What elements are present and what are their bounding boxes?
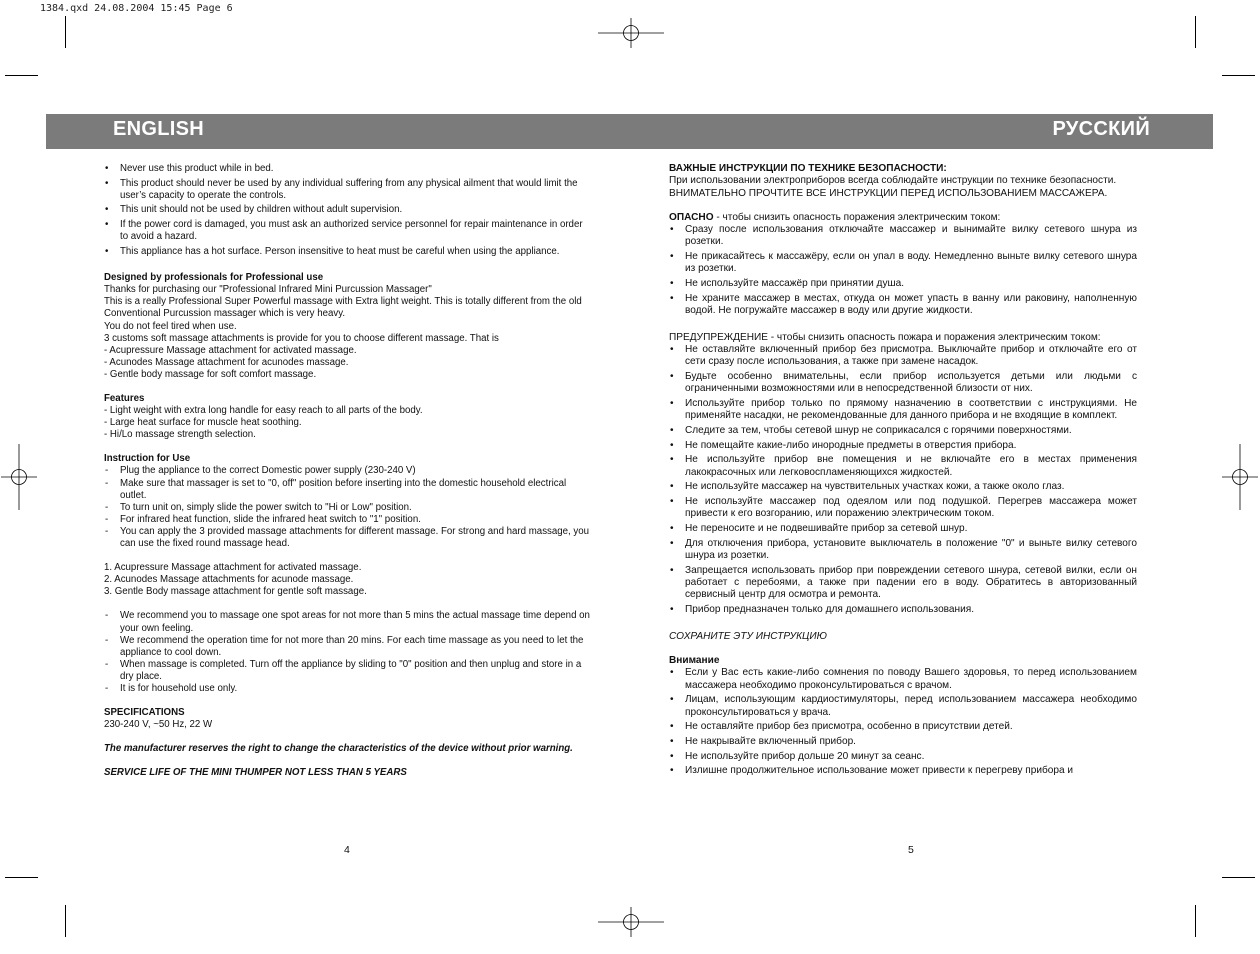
recommendation-list: [104, 610, 592, 695]
list-item: - Plug the appliance to the correct Domestic power supply (230-240 V): [104, 465, 592, 477]
list-item: • Для отключения прибора, установите выключатель в положение "0" и выньте вилку сетевого шнура из розетки.: [669, 538, 1137, 563]
list-item: • Следите за тем, чтобы сетевой шнур не соприкасался с горячими поверхностями.: [669, 425, 1137, 437]
paragraph-line: - Acunodes Massage attachment for acunodes massage.: [104, 356, 349, 368]
list-item: • Прибор предназначен только для домашнего использования.: [669, 604, 1137, 616]
list-item: - Make sure that massager is set to "0, off" position before inserting into the domestic household electrical outlet.: [104, 478, 592, 502]
list-item: • Сразу после использования отключайте массажер и вынимайте вилку сетевого шнура из розетки.: [669, 224, 1137, 249]
paragraph-line: - Gentle body massage for soft comfort massage.: [104, 368, 317, 380]
paragraph-line: - Acupressure Massage attachment for activated massage.: [104, 344, 357, 356]
paragraph-line: - Large heat surface for muscle heat soothing.: [104, 417, 302, 429]
english-title: ENGLISH: [113, 118, 204, 140]
paragraph-line: Thanks for purchasing our "Professional Infrared Mini Purcussion Massager": [104, 284, 432, 296]
list-item: • Используйте прибор только по прямому назначению в соответствии с инструкциями. Не применяйте насадки, не рекомендованные для данного прибора и не входящие в комплект.: [669, 398, 1137, 423]
registration-mark-icon: [598, 907, 664, 937]
instruction-list: [104, 465, 592, 550]
list-item: • Не оставляйте прибор без присмотра, особенно в присутствии детей.: [669, 721, 1137, 733]
paragraph-line: При использовании электроприборов всегда соблюдайте инструкции по технике безопасности.: [669, 175, 1117, 187]
danger-label: ОПАСНО: [669, 211, 714, 223]
crop-mark: [65, 905, 66, 937]
russian-title: РУССКИЙ: [1052, 118, 1150, 140]
instruction-heading: Instruction for Use: [104, 453, 191, 465]
list-item: - For infrared heat function, slide the infrared heat switch to "1" position.: [104, 514, 592, 526]
paragraph-line: ВНИМАТЕЛЬНО ПРОЧТИТЕ ВСЕ ИНСТРУКЦИИ ПЕРЕД ИСПОЛЬЗОВАНИЕМ МАССАЖЕРА.: [669, 187, 1108, 199]
english-column: [104, 163, 592, 779]
danger-text: - чтобы снизить опасность поражения электрическим током:: [713, 211, 1001, 223]
attention-list: [669, 667, 1137, 777]
crop-mark: [1195, 16, 1196, 48]
warning-line: ПРЕДУПРЕЖДЕНИЕ - чтобы снизить опасность пожара и поражения электрическим током:: [669, 331, 1101, 343]
registration-mark-icon: [598, 18, 664, 48]
paragraph-line: 3 customs soft massage attachments is provide for you to choose different massage. That is: [104, 332, 499, 344]
crop-mark: [1222, 75, 1255, 76]
crop-mark: [5, 75, 38, 76]
danger-line: [669, 212, 1137, 224]
list-item: • Не храните массажер в местах, откуда он может упасть в ванну или раковину, наполненную водой. Не погружайте массажер в воду или другие жидкости.: [669, 293, 1137, 318]
list-item: - It is for household use only.: [104, 683, 592, 695]
list-item: • Лицам, использующим кардиостимуляторы, перед использованием массажера необходимо проконсультироваться у врача.: [669, 694, 1137, 719]
list-item: 2. Acunodes Massage attachments for acunode massage.: [104, 574, 354, 586]
list-item: • Не используйте массажер под одеялом или под подушкой. Перегрев массажера может привести к его возгоранию, или поражению электрическим током.: [669, 496, 1137, 521]
list-item: • Не используйте прибор вне помещения и не включайте его в местах применения лакокрасочных или легковоспламеняющихся жидкостей.: [669, 454, 1137, 479]
attachment-list: [104, 562, 592, 598]
paragraph-line: This is a really Professional Super Powerful massage with Extra light weight. This is totally different from the old Conventional Purcussion massager which is very heavy.: [104, 296, 582, 320]
list-item: • This unit should not be used by children without adult supervision.: [104, 204, 592, 216]
list-item: - To turn unit on, simply slide the power switch to "Hi or Low" position.: [104, 502, 592, 514]
paragraph-line: You do not feel tired when use.: [104, 320, 237, 332]
list-item: • Не используйте массажёр при принятии душа.: [669, 278, 1137, 290]
page-number-left: 4: [344, 844, 350, 856]
danger-list: [669, 224, 1137, 317]
safety-heading: ВАЖНЫЕ ИНСТРУКЦИИ ПО ТЕХНИКЕ БЕЗОПАСНОСТИ:: [669, 163, 947, 174]
list-item: • Не оставляйте включенный прибор без присмотра. Выключайте прибор и отключайте его от сети сразу после использования, а также при замене насадок.: [669, 344, 1137, 369]
list-item: • Не используйте прибор дольше 20 минут за сеанс.: [669, 751, 1137, 763]
save-instruction-note: СОХРАНИТЕ ЭТУ ИНСТРУКЦИЮ: [669, 630, 827, 642]
list-item: • Не переносите и не подвешивайте прибор за сетевой шнур.: [669, 523, 1137, 535]
paragraph-line: - Light weight with extra long handle for easy reach to all parts of the body.: [104, 405, 423, 417]
manufacturer-note: The manufacturer reserves the right to change the characteristics of the device without prior warning.: [104, 743, 573, 755]
spec-value: 230-240 V, ~50 Hz, 22 W: [104, 719, 213, 731]
list-item: • Если у Вас есть какие-либо сомнения по поводу Вашего здоровья, то перед использованием массажера необходимо проконсультироваться с врачом.: [669, 667, 1137, 692]
list-item: • Не используйте массажер на чувствительных участках кожи, а также около глаз.: [669, 481, 1137, 493]
spec-heading: SPECIFICATIONS: [104, 707, 185, 719]
list-item: - We recommend you to massage one spot areas for not more than 5 mins the actual massage time depend on your own feeling.: [104, 610, 592, 634]
registration-mark-icon: [1, 444, 37, 510]
list-item: 3. Gentle Body massage attachment for gentle soft massage.: [104, 586, 367, 598]
page-number-right: 5: [908, 844, 914, 856]
list-item: • This appliance has a hot surface. Person insensitive to heat must be careful when using the appliance.: [104, 246, 592, 258]
list-item: • Запрещается использовать прибор при повреждении сетевого шнура, сетевой вилки, если он работает с перебоями, а также при падении его в воду. Обратитесь в авторизованный сервисный центр для осмотра и ремонта.: [669, 565, 1137, 602]
list-item: • Не прикасайтесь к массажёру, если он упал в воду. Немедленно выньте вилку сетевого шнура из розетки.: [669, 251, 1137, 276]
list-item: - We recommend the operation time for not more than 20 mins. For each time massage as you need to let the appliance to cool down.: [104, 635, 592, 659]
crop-mark: [1195, 905, 1196, 937]
list-item: • Излишне продолжительное использование может привести к перегреву прибора и: [669, 765, 1137, 777]
file-slug: 1384.qxd 24.08.2004 15:45 Page 6: [40, 3, 233, 14]
russian-column: [669, 163, 1137, 780]
list-item: • If the power cord is damaged, you must ask an authorized service personnel for repair maintenance in order to avoid a hazard.: [104, 219, 592, 243]
list-item: - You can apply the 3 provided massage attachments for different massage. For strong and hard massage, you can use the fixed round massage head.: [104, 526, 592, 550]
crop-mark: [5, 877, 38, 878]
list-item: • Будьте особенно внимательны, если прибор используется детьми или людьми с ограниченными возможностями или в непосредственной близости от них.: [669, 371, 1137, 396]
designed-heading: Designed by professionals for Professional use: [104, 272, 324, 284]
list-item: 1. Acupressure Massage attachment for activated massage.: [104, 562, 362, 574]
header-bar: [46, 114, 1213, 149]
safety-bullet-list: [104, 163, 592, 258]
service-life-note: SERVICE LIFE OF THE MINI THUMPER NOT LESS THAN 5 YEARS: [104, 767, 407, 779]
list-item: • Не накрывайте включенный прибор.: [669, 736, 1137, 748]
crop-mark: [1222, 877, 1255, 878]
list-item: • This product should never be used by any individual suffering from any physical ailment that would limit the user’s capacity to operate the controls.: [104, 178, 592, 202]
warning-list: [669, 344, 1137, 616]
list-item: • Не помещайте какие-либо инородные предметы в отверстия прибора.: [669, 440, 1137, 452]
registration-mark-icon: [1222, 444, 1258, 510]
list-item: - When massage is completed. Turn off the appliance by sliding to "0" position and then unplug and store in a dry place.: [104, 659, 592, 683]
features-heading: Features: [104, 393, 145, 404]
list-item: • Never use this product while in bed.: [104, 163, 592, 175]
paragraph-line: - Hi/Lo massage strength selection.: [104, 429, 256, 441]
crop-mark: [65, 16, 66, 48]
attention-heading: Внимание: [669, 655, 720, 667]
